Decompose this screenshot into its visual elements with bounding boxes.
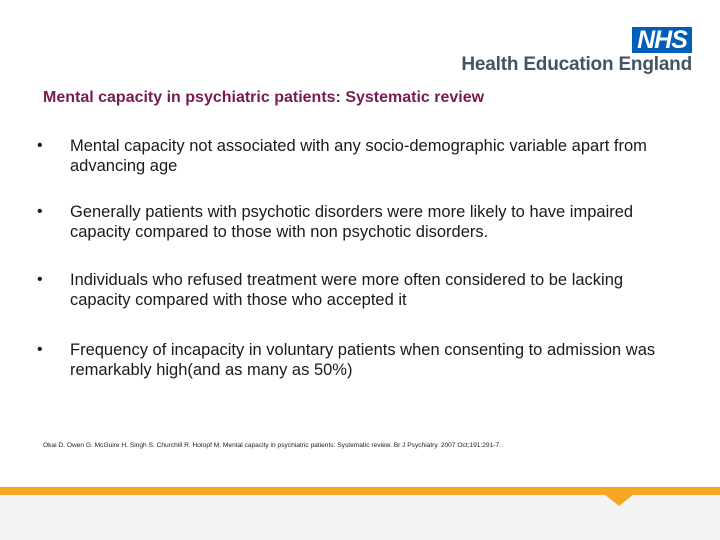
bullet-item: [37, 136, 657, 176]
bullet-text: Generally patients with psychotic disorders were more likely to have impaired capacity compared to those with non psychotic disorders.: [70, 203, 634, 241]
organisation-name: Health Education England: [461, 54, 692, 75]
bullet-marker: •: [37, 137, 43, 154]
citation-reference: Okai D. Owen G. McGuire H. Singh S. Churchill R. Hotopf M. Mental capacity in psychiatric patients: Systematic review. Br J Psychiatry. 2007 Oct;191:291-7.: [43, 442, 501, 449]
bullet-item: [37, 270, 657, 310]
slide-title: Mental capacity in psychiatric patients: Systematic review: [43, 89, 485, 106]
bullet-marker: •: [37, 203, 43, 220]
bullet-text: Individuals who refused treatment were more often considered to be lacking capacity compared with those who accepted it: [70, 271, 624, 309]
bullet-list: [37, 136, 657, 380]
nhs-logo-badge: NHS: [632, 27, 692, 53]
bullet-item: [37, 340, 657, 380]
bullet-text: Frequency of incapacity in voluntary patients when consenting to admission was remarkably high(and as many as 50%): [70, 341, 656, 379]
accent-notch: [604, 494, 634, 506]
bullet-marker: •: [37, 271, 43, 288]
nhs-hee-logo: [442, 27, 692, 77]
bullet-text: Mental capacity not associated with any socio-demographic variable apart from advancing age: [70, 137, 647, 175]
bullet-item: [37, 202, 657, 242]
bullet-marker: •: [37, 341, 43, 358]
